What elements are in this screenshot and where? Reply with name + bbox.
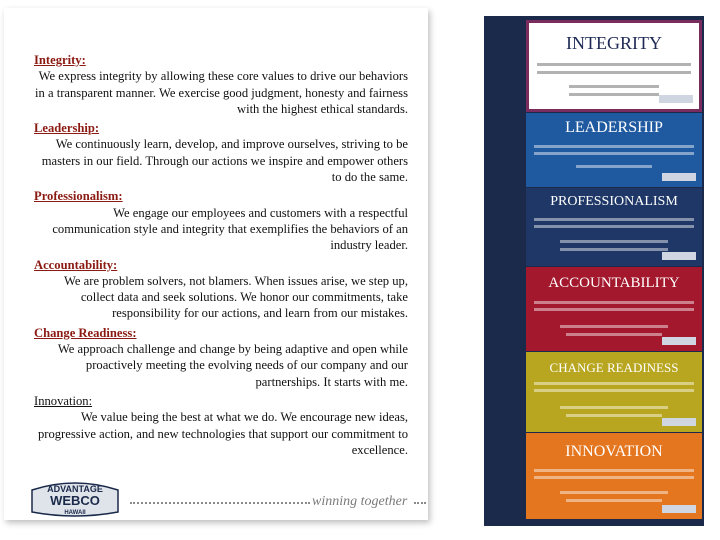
footer-dotted-line-end bbox=[414, 502, 426, 504]
logo-top: ADVANTAGE bbox=[47, 484, 103, 494]
poster-text-line bbox=[569, 85, 659, 88]
section-body-accountability: We are problem solvers, not blamers. When issues arise, we step up, collect data and seek solutions. We honor our commitments, take responsibility for our actions, and learn from our mistakes. bbox=[64, 273, 408, 321]
poster-text-line bbox=[566, 499, 662, 502]
poster-text-line bbox=[534, 145, 694, 148]
poster-badge bbox=[662, 173, 696, 181]
poster-text-line bbox=[537, 63, 691, 66]
poster-text-line bbox=[534, 218, 694, 221]
section-title-integrity: Integrity: bbox=[34, 53, 86, 67]
poster-text-line bbox=[566, 333, 662, 336]
poster-badge bbox=[662, 252, 696, 260]
poster-text-line bbox=[576, 165, 652, 168]
poster-badge bbox=[662, 337, 696, 345]
advantage-webco-logo bbox=[30, 478, 120, 518]
section-body-integrity: We express integrity by allowing these core values to drive our behaviors in a transparent manner. We exercise good judgment, honesty and fairness with the highest ethical standards. bbox=[35, 69, 408, 116]
poster-text-line bbox=[560, 240, 668, 243]
poster-badge bbox=[662, 418, 696, 426]
section-body-leadership: We continuously learn, develop, and improve ourselves, striving to be masters in our field. Through our actions we inspire and empower others to do the same. bbox=[41, 137, 408, 185]
logo-bottom: HAWAII bbox=[64, 510, 86, 516]
poster-title-innovation: INNOVATION bbox=[565, 443, 663, 460]
poster-accountability bbox=[526, 267, 702, 351]
section-title-leadership: Leadership: bbox=[34, 121, 100, 136]
logo-middle: WEBCO bbox=[50, 493, 100, 508]
poster-integrity bbox=[526, 20, 702, 112]
poster-innovation bbox=[526, 433, 702, 519]
tagline: winning together bbox=[312, 494, 408, 509]
poster-title-professionalism: PROFESSIONALISM bbox=[550, 194, 678, 209]
poster-text-line bbox=[534, 225, 694, 228]
poster-badge bbox=[662, 505, 696, 513]
section-title-accountability: Accountability: bbox=[34, 257, 118, 272]
section-title-professionalism: Professionalism: bbox=[34, 189, 123, 204]
section-body-innovation: We value being the best at what we do. We encourage new ideas, progressive action, and new technologies that support our commitment to excellence. bbox=[37, 410, 408, 457]
poster-text-line bbox=[534, 476, 694, 479]
values-text bbox=[34, 52, 408, 461]
poster-text-line bbox=[560, 248, 668, 251]
poster-leadership bbox=[526, 113, 702, 187]
poster-text-line bbox=[534, 389, 694, 392]
poster-text-line bbox=[534, 308, 694, 311]
section-title-change-readiness: Change Readiness: bbox=[34, 325, 137, 340]
poster-title-leadership: LEADERSHIP bbox=[565, 119, 663, 136]
section-title-innovation: Innovation: bbox=[34, 393, 93, 408]
section-body-change-readiness: We approach challenge and change by being adaptive and open while proactively meeting the evolving needs of our company and our partnerships. It starts with me. bbox=[57, 342, 408, 389]
poster-text-line bbox=[566, 414, 662, 417]
poster-text-line bbox=[560, 491, 668, 494]
poster-professionalism bbox=[526, 188, 702, 266]
poster-text-line bbox=[534, 382, 694, 385]
poster-text-line bbox=[534, 152, 694, 155]
poster-text-line bbox=[537, 71, 691, 74]
poster-badge bbox=[659, 95, 693, 103]
section-body-professionalism: We engage our employees and customers with a respectful communication style and integrity that exemplifies the behaviors of an industry leader. bbox=[52, 205, 408, 253]
poster-title-integrity: INTEGRITY bbox=[566, 33, 662, 53]
poster-title-accountability: ACCOUNTABILITY bbox=[548, 275, 680, 291]
footer-dotted-line bbox=[130, 502, 310, 504]
poster-text-line bbox=[560, 406, 668, 409]
poster-change-readiness bbox=[526, 352, 702, 432]
poster-text-line bbox=[560, 325, 668, 328]
poster-text-line bbox=[569, 93, 659, 96]
poster-title-change-readiness: CHANGE READINESS bbox=[549, 360, 679, 375]
poster-text-line bbox=[534, 301, 694, 304]
poster-text-line bbox=[534, 469, 694, 472]
